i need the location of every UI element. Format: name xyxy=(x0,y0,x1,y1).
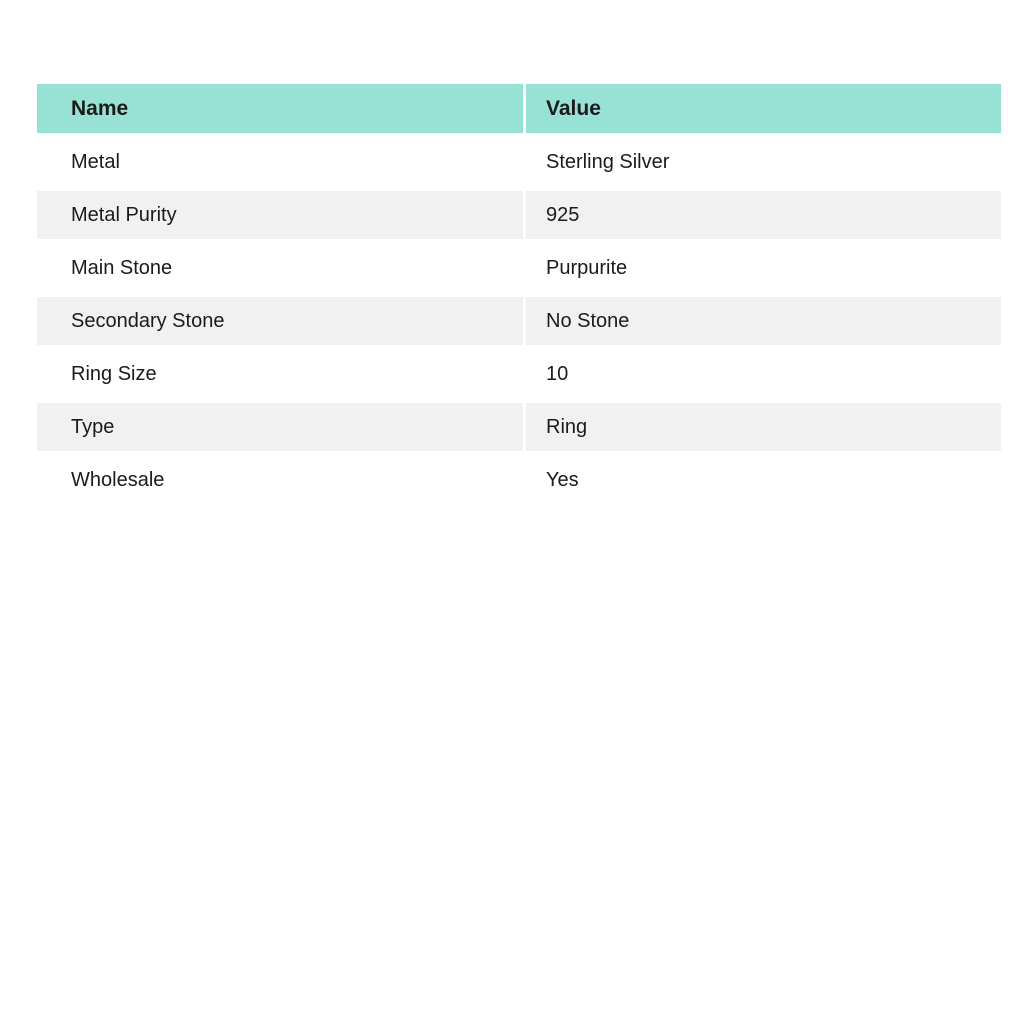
product-attributes-table xyxy=(37,84,1001,504)
attribute-value-cell: Purpurite xyxy=(523,239,1001,292)
table-row xyxy=(37,239,1001,292)
attribute-name-cell: Metal xyxy=(37,133,523,186)
attribute-value-cell: Ring xyxy=(523,398,1001,451)
column-header-value: Value xyxy=(523,84,1001,133)
attribute-name-cell: Secondary Stone xyxy=(37,292,523,345)
attribute-value-cell: Sterling Silver xyxy=(523,133,1001,186)
attribute-name-cell: Wholesale xyxy=(37,451,523,504)
attribute-name-cell: Main Stone xyxy=(37,239,523,292)
attribute-value-cell: Yes xyxy=(523,451,1001,504)
table-row xyxy=(37,398,1001,451)
table-row xyxy=(37,451,1001,504)
table-body xyxy=(37,133,1001,504)
header-row xyxy=(37,84,1001,133)
table-row xyxy=(37,133,1001,186)
attribute-name-cell: Metal Purity xyxy=(37,186,523,239)
table-row xyxy=(37,345,1001,398)
attribute-value-cell: 925 xyxy=(523,186,1001,239)
column-header-name: Name xyxy=(37,84,523,133)
table-row xyxy=(37,292,1001,345)
attribute-name-cell: Ring Size xyxy=(37,345,523,398)
attribute-name-cell: Type xyxy=(37,398,523,451)
attribute-value-cell: No Stone xyxy=(523,292,1001,345)
table-row xyxy=(37,186,1001,239)
attribute-value-cell: 10 xyxy=(523,345,1001,398)
